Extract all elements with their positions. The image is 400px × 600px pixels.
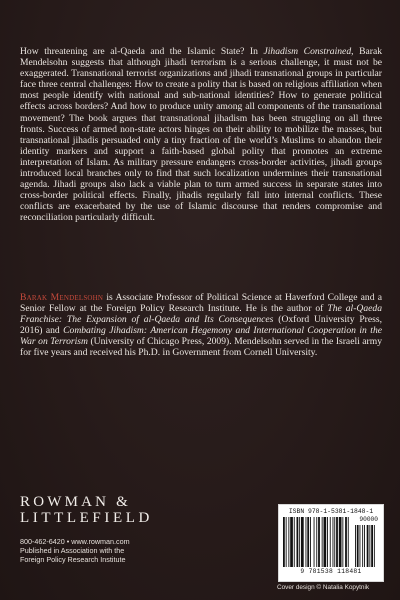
publisher-phone-web: 800-462-6420 • www.rowman.com — [20, 537, 130, 546]
price-code: 90000 — [359, 516, 378, 523]
bio-text-2: (Oxford University Press, 2016) and — [20, 314, 382, 337]
author-name: Barak Mendelsohn — [20, 292, 104, 303]
publisher-name-line-2: LITTLEFIELD — [20, 510, 153, 526]
book-blurb — [20, 46, 382, 224]
bio-book-2: Combating Jihadism: American Hegemony and International Cooperation in the War on Terrorism — [20, 325, 382, 348]
book-title-reference: Jihadism Constrained — [263, 46, 352, 57]
publisher-logo — [20, 494, 220, 526]
isbn-label: ISBN 978-1-5381-1848-1 — [288, 508, 374, 515]
association-line-1: Published in Association with the — [20, 546, 125, 555]
bio-book-1: The al-Qaeda Franchise: The Expansion of al-Qaeda and Its Consequences — [20, 303, 382, 326]
publisher-name-line-1: ROWMAN & — [20, 494, 132, 510]
isbn-barcode — [278, 504, 384, 582]
author-bio — [20, 292, 382, 359]
cover-design-credit: Cover design © Natalia Kopytnik — [277, 584, 370, 591]
blurb-paragraph — [20, 46, 382, 224]
bio-text-3: (University of Chicago Press, 2009). Mendelsohn served in the Israeli army for five years and received his Ph.D. in Government from Cornell University. — [20, 336, 383, 359]
publisher-contact — [20, 537, 220, 564]
blurb-text-2: , Barak Mendelsohn suggests that although jihadi terrorism is a serious challenge, it must not be exaggerated. Transnational terrorist organizations and jihadi transnational groups in particular face three central challenges: How to create a polity that is based on religious affiliation when most people identify with national and sub-national identities? How to generate political effects across borders? And how to produce unity among all components of the transnational movement? The book argues that transnational jihadism has been struggling on all three fronts. Success of armed non-state actors hinges on their ability to mobilize the masses, but transnational jihadis persuaded only a tiny fraction of the world’s Muslims to abandon their identity markers and support a faith-based global polity that promotes an extreme interpretation of Islam. As military pressure endangers cross-border activities, jihadi groups introduced local branches only to find that such localization undermines their transnational agenda. Jihadi groups also lack a viable plan to turn armed success in separate states into cross-border political effects. Finally, jihadis regularly fall into internal conflicts. These conflicts are exacerbated by the use of Islamic discourse that renders compromise and reconciliation particularly difficult. — [20, 46, 382, 224]
bio-text-1: is Associate Professor of Political Science at Haverford College and a Senior Fellow at the Foreign Policy Research Institute. He is the author of — [20, 292, 382, 315]
barcode-bars-icon — [283, 517, 379, 569]
ean-digits: 9 781538 118481 — [300, 568, 362, 575]
association-line-2: Foreign Policy Research Institute — [20, 555, 126, 564]
blurb-text-1: How threatening are al-Qaeda and the Islamic State? In — [20, 46, 264, 57]
bio-paragraph — [20, 292, 382, 359]
